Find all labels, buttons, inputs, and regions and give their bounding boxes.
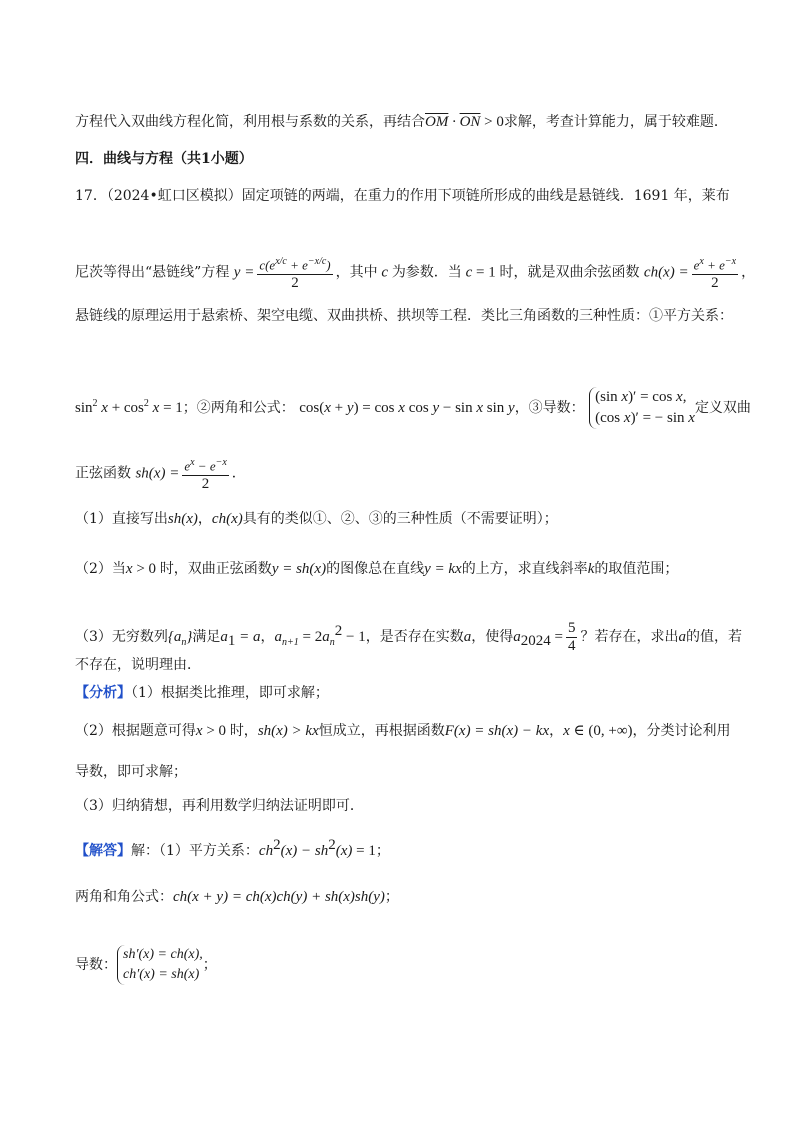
question-1: （1）直接写出sh(x)，ch(x)具有的类似①、②、③的三种性质（不需要证明）；	[75, 511, 558, 527]
text: （2）根据题意可得	[75, 723, 196, 739]
text: ；②两角和公式：	[182, 400, 295, 416]
text: 为参数．当	[391, 264, 462, 281]
question-3-cont: 不存在，说明理由．	[75, 657, 201, 673]
math-ch-sh-identity: $ch^2(x) - sh^2(x) = 1$	[258, 837, 376, 859]
solution-1	[75, 835, 740, 861]
section-title: 四．曲线与方程（共1小题）	[75, 151, 253, 167]
text-line-applications: 悬链线的原理运用于悬索桥、架空电缆、双曲拱桥、拱坝等工程．类比三角函数的三种性质：①平方关系：	[75, 308, 733, 324]
problem-intro: 17．（2024•虹口区模拟）固定项链的两端，在重力的作用下项链所形成的曲线是悬链线．1691 年，莱布	[75, 188, 730, 204]
math-ch: ch(x) =	[643, 264, 689, 281]
text: ，使得	[471, 629, 514, 645]
text: 正弦函数	[75, 465, 131, 482]
math-catenary-frac: $\frac{c(e^{x/c} + e^{-x/c})}{2}$	[259, 256, 331, 292]
text: 的上方，求直线斜率	[461, 561, 588, 577]
math-catenary-eq: y =	[233, 264, 255, 281]
text: ，	[741, 264, 756, 281]
text: ，	[260, 629, 275, 645]
analysis-1	[75, 683, 740, 703]
text: ，是否存在实数	[365, 629, 464, 645]
text: 的值，若	[685, 629, 742, 645]
text: 的图像总在直线	[326, 561, 425, 577]
text-line-1	[75, 112, 740, 132]
math-om-on: $\overline{OM} \cdot \overline{ON} > 0$	[425, 114, 504, 130]
math-sh-frac: $\frac{e^x - e^{-x}}{2}$	[184, 457, 227, 493]
text-line-properties	[75, 387, 751, 429]
text: ，	[549, 723, 564, 739]
text: 解：（1）平方关系：	[131, 843, 259, 859]
question-2: （2）当x > 0 时，双曲正弦函数y = sh(x)的图像总在直线y = kx的上方，求直线斜率k的取值范围；	[75, 561, 679, 577]
text: ？若存在，求出	[580, 629, 679, 645]
math-pythag: $\sin^2 x + \cos^2 x = 1$	[75, 398, 183, 416]
analysis-tag: 【分析】	[75, 685, 131, 701]
text: 满足	[192, 629, 221, 645]
text: 导数：	[75, 957, 117, 973]
math-sh-ch-derivative-system: sh′(x) = ch(x), ch′(x) = sh(x)	[117, 945, 203, 985]
math-sum-formula: cos(x + y) = cos x cos y − sin x sin y	[299, 400, 515, 416]
text: 两角和角公式：	[75, 889, 173, 905]
text: （2）当	[75, 561, 126, 577]
text: 恒成立，再根据函数	[318, 723, 445, 739]
text-line-sh-def	[75, 455, 740, 492]
analysis-3: （3）归纳猜想，再利用数学归纳法证明即可．	[75, 798, 364, 814]
text: ；	[202, 957, 217, 973]
text: （1）根据类比推理，即可求解；	[131, 685, 329, 701]
text: ；	[375, 843, 390, 859]
text: ，	[197, 511, 212, 527]
text: 方程代入双曲线方程化简，利用根与系数的关系，再结合	[75, 114, 425, 130]
math-five-fourths: $\frac{5}{4}$	[567, 620, 576, 654]
math-derivative-system: (sin x)′ = cos x, (cos x)′ = − sin x	[589, 387, 695, 429]
text: （1）直接写出	[75, 511, 168, 527]
solution-derivative	[75, 945, 740, 985]
solution-sum	[75, 887, 740, 907]
text: 时，	[229, 723, 258, 739]
solution-tag: 【解答】	[75, 843, 131, 859]
analysis-2-cont: 导数，即可求解；	[75, 764, 187, 780]
analysis-2: （2）根据题意可得x > 0 时，sh(x) > kx恒成立，再根据函数F(x) = sh(x) − kx，x ∈ (0, +∞)，分类讨论利用	[75, 723, 731, 739]
text: ；	[384, 889, 399, 905]
text: 尼茨等得出“悬链线”方程	[75, 264, 230, 281]
text: 时，双曲正弦函数	[159, 561, 272, 577]
text: 的取值范围；	[594, 561, 679, 577]
text-line-catenary: 尼茨等得出“悬链线”方程 y = $\frac{c(e^{x/c} + e^{-x/c})}{2}$ ，其中 c 为参数．当 c = 1 时，就是双曲余弦函数 ch(x) = $\frac{e^x + e^{-x}}{2}$ ，	[75, 256, 756, 292]
question-3: （3）无穷数列$\{a_n\}$满足$a_1 = a$，$a_{n+1} = 2a_n^2 - 1$，是否存在实数a，使得$a_{2024}$ = $\frac{5}{4}$ ？若存在，求出a的值，若	[75, 620, 742, 654]
text: ，其中	[335, 264, 378, 281]
text: 具有的类似①、②、③的三种性质（不需要证明）；	[242, 511, 558, 527]
text: ，③导数：	[514, 400, 585, 416]
text: 时，就是双曲余弦函数	[499, 264, 640, 281]
math-ch-frac: $\frac{e^x + e^{-x}}{2}$	[693, 256, 737, 292]
math-ch-sum: ch(x + y) = ch(x)ch(y) + sh(x)sh(y)	[173, 889, 385, 905]
text: ．	[231, 465, 246, 482]
text: 定义双曲	[694, 400, 751, 416]
text: ，分类讨论利用	[632, 723, 731, 739]
text: （3）无穷数列	[75, 629, 168, 645]
text: 求解，考查计算能力，属于较难题．	[503, 114, 728, 130]
math-sh: sh(x) =	[135, 465, 180, 482]
